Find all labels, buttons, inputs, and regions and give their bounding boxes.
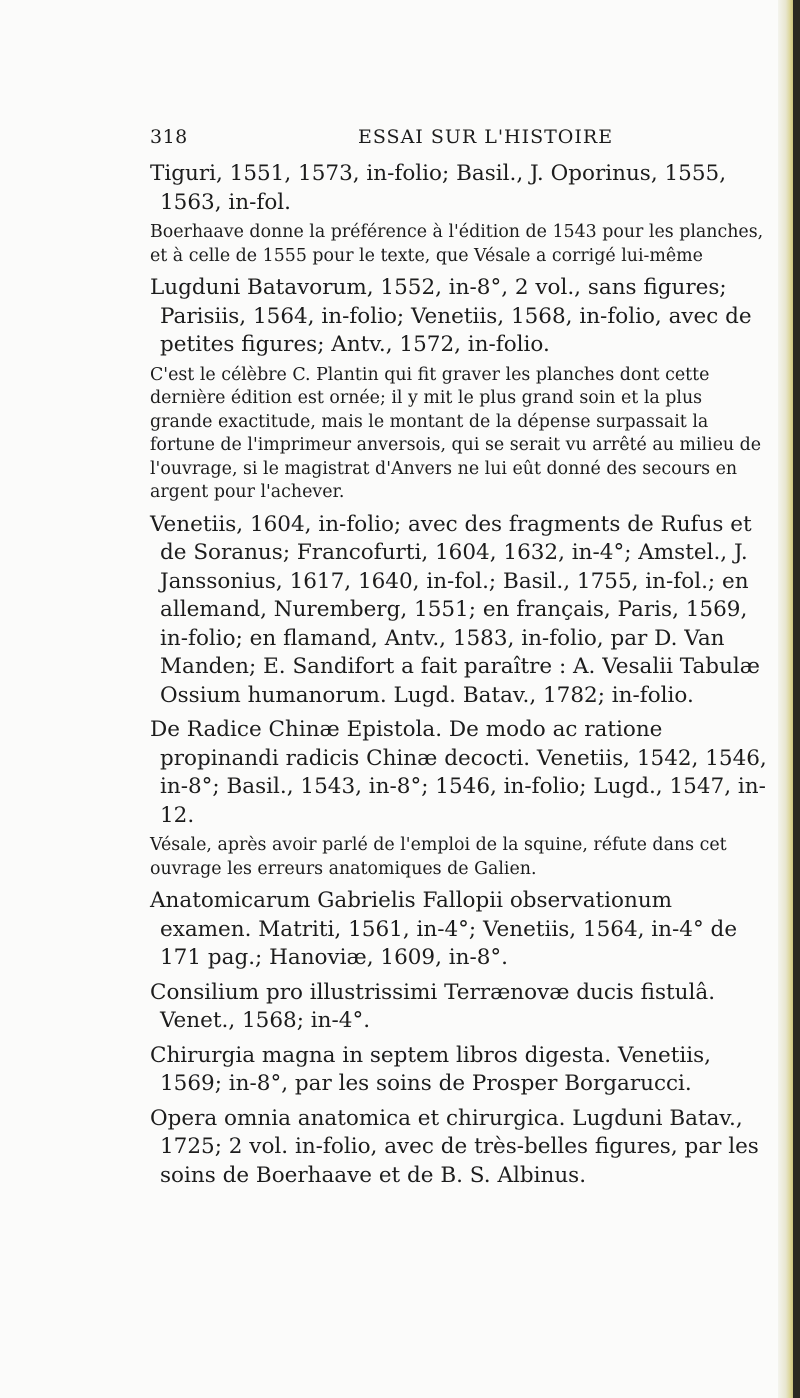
editorial-note: Boerhaave donne la préférence à l'édition de 1543 pour les planches, et à celle de 1555 pour le texte, que Vésale a corrigé lui-même bbox=[150, 222, 764, 266]
page-binding-edge bbox=[793, 0, 800, 1398]
bibliography-entry: Opera omnia anatomica et chirurgica. Lugduni Batav., 1725; 2 vol. in-folio, avec de très-belles figures, par les soins de Boerhaave et de B. S. Albinus. bbox=[150, 1105, 759, 1188]
editorial-note: C'est le célèbre C. Plantin qui fit graver les planches dont cette dernière édition est ornée; il y mit le plus grand soin et la plus grande exactitude, mais le montant de la dépense surpassait la fortune de l'imprimeur anversois, qui se serait vu arrêté au milieu de l'ouvrage, si le magistrat d'Anvers ne lui eût donné des secours en argent pour l'achever. bbox=[150, 364, 762, 502]
editorial-note: Vésale, après avoir parlé de l'emploi de la squine, réfute dans cet ouvrage les erreurs anatomiques de Galien. bbox=[150, 835, 727, 879]
page-number: 318 bbox=[150, 126, 188, 148]
bibliography-entry: De Radice Chinæ Epistola. De modo ac ratione propinandi radicis Chinæ decocti. Venetiis, 1542, 1546, in-8°; Basil., 1543, in-8°; 1546, in-folio; Lugd., 1547, in-12. bbox=[150, 717, 767, 828]
running-head: ESSAI SUR L'HISTOIRE bbox=[358, 126, 614, 148]
bibliography-entry: Consilium pro illustrissimi Terrænovæ ducis fistulâ. Venet., 1568; in-4°. bbox=[150, 979, 716, 1033]
bibliography-entry: Anatomicarum Gabrielis Fallopii observationum examen. Matriti, 1561, in-4°; Venetiis, 1564, in-4° de 171 pag.; Hanoviæ, 1609, in-8°. bbox=[150, 888, 738, 970]
page-header bbox=[150, 126, 770, 154]
bibliography-entry: Chirurgia magna in septem libros digesta. Venetiis, 1569; in-8°, par les soins de Prosper Borgarucci. bbox=[150, 1042, 711, 1096]
bibliography-text bbox=[150, 160, 770, 1190]
bibliography-entry: Tiguri, 1551, 1573, in-folio; Basil., J. Oporinus, 1555, 1563, in-fol. bbox=[150, 161, 727, 215]
bibliography-entry: Venetiis, 1604, in-folio; avec des fragments de Rufus et de Soranus; Francofurti, 1604, 1632, in-4°; Amstel., J. Janssonius, 1617, 1640, in-fol.; Basil., 1755, in-fol.; en allemand, Nuremberg, 1551; en français, Paris, 1569, in-folio; en flamand, Antv., 1583, in-folio, par D. Van Manden; E. Sandifort a fait paraître : A. Vesalii Tabulæ Ossium humanorum. Lugd. Batav., 1782; in-folio. bbox=[150, 511, 760, 708]
bibliography-entry: Lugduni Batavorum, 1552, in-8°, 2 vol., sans figures; Parisiis, 1564, in-folio; Venetiis, 1568, in-folio, avec de petites figures; Antv., 1572, in-folio. bbox=[150, 275, 752, 357]
